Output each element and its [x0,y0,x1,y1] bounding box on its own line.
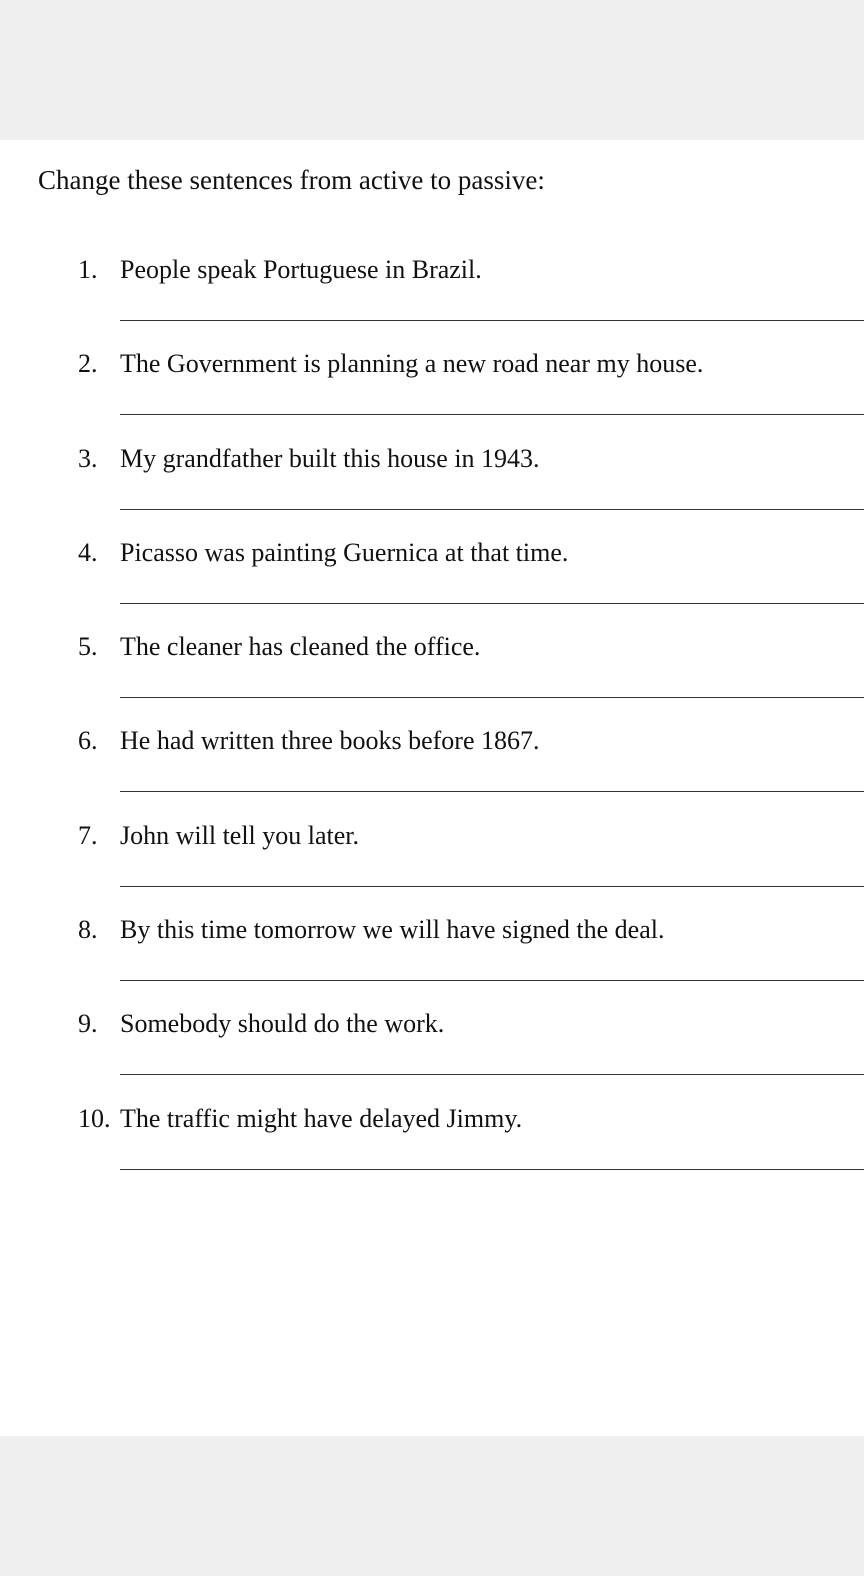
item-number: 5. [78,632,98,662]
item-number: 8. [78,915,98,945]
item-sentence: The cleaner has cleaned the office. [120,632,481,662]
answer-line[interactable] [120,509,864,510]
item-sentence: My grandfather built this house in 1943. [120,443,540,473]
item-sentence: He had written three books before 1867. [120,726,540,756]
answer-line[interactable] [120,886,864,887]
exercise-item [0,346,864,440]
item-number: 2. [78,349,98,379]
item-number: 4. [78,537,98,567]
item-sentence: People speak Portuguese in Brazil. [120,255,482,284]
item-number: 9. [78,1009,98,1039]
item-number: 10. [78,1103,111,1133]
answer-line[interactable] [120,697,864,698]
item-number: 7. [78,820,98,850]
answer-line[interactable] [120,320,864,321]
exercise-item [0,1101,864,1195]
exercise-item [0,441,864,535]
item-number: 1. [78,255,98,284]
item-sentence: By this time tomorrow we will have signed the deal. [120,915,665,945]
item-sentence: John will tell you later. [120,820,360,850]
item-sentence: The traffic might have delayed Jimmy. [120,1103,523,1133]
item-sentence: Somebody should do the work. [120,1009,445,1039]
answer-line[interactable] [120,1074,864,1075]
item-sentence: The Government is planning a new road near my house. [120,349,704,379]
exercise-item [0,818,864,912]
exercise-item [0,535,864,629]
item-number: 6. [78,726,98,756]
answer-line[interactable] [120,1169,864,1170]
worksheet-page [0,140,864,1436]
item-sentence: Picasso was painting Guernica at that time. [120,537,569,567]
item-number: 3. [78,443,98,473]
answer-line[interactable] [120,414,864,415]
exercise-item [0,1006,864,1100]
answer-line[interactable] [120,603,864,604]
answer-line[interactable] [120,980,864,981]
exercise-list [0,252,864,1195]
exercise-item [0,629,864,723]
exercise-item [0,723,864,817]
answer-line[interactable] [120,791,864,792]
exercise-item [0,252,864,346]
instruction-heading: Change these sentences from active to passive: [38,165,545,195]
exercise-item [0,912,864,1006]
